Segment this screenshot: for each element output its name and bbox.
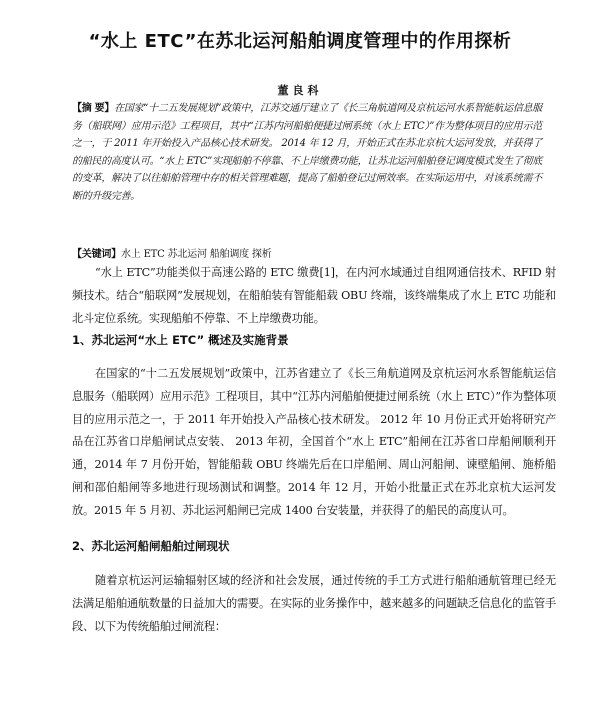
abstract-text: 在国家“十二五发展规划”政策中，江苏交通厅建立了《长三角航道网及京杭运河水系智能航运信息服务（船联网）应用示范》工程项目，其中“江苏内河船舶便捷过闸系统（水上 ETC）”作为整体项目的应用示范之一，于 2011 年开始投入产品核心技术研发。 2014 年 12 月，开始正式在苏北京杭大运河发放，并获得了的船民的高度认可。“水上 ETC”实现船舶不停靠、不上岸缴费功能，让苏北运河船舶登记调度模式发生了彻底的变革，解决了以往船舶管理中存的相关管理难题，提高了船舶登记过闸效率。在实际运用中，对该系统需不断的升级完善。 (72, 103, 543, 202)
keywords-text: 水上 ETC 苏北运河 船舶调度 探析 (121, 249, 272, 260)
intro-paragraph: “水上 ETC”功能类似于高速公路的 ETC 缴费[1]，在内河水域通过自组网通信技术、RFID 射频技术。结合“船联网”发展规划，在船舶装有智能船载 OBU 终端，该终端集成了水上 ETC 功能和北斗定位系统。实现船舶不停靠、不上岸缴费功能。 (72, 266, 556, 325)
abstract (72, 100, 542, 205)
section-1-paragraph: 在国家的“十二五发展规划”政策中，江苏省建立了《长三角航道网及京杭运河水系智能航运信息服务（船联网）应用示范》工程项目，其中“江苏内河船舶便捷过闸系统（水上 ETC）”作为整体项目的应用示范之一，于 2011 年开始投入产品核心技术研发。 2012 年 10 月份正式开始将研究产品在江苏省口岸船闸试点安装、 2013 年初，全国首个“水上 ETC”船闸在江苏省口岸船闸顺利开通，2014 年 7 月份开始，智能船载 OBU 终端先后在口岸船闸、周山河船闸、谏壁船闸、施桥船闸和邵伯船闸等多地进行现场测试和调整。2014 年 12 月，开始小批量正式在苏北京杭大运河发放。2015 年 5 月初、苏北运河船闸已完成 1400 台安装量，并获得了的船民的高度认可。 (72, 367, 556, 517)
author-name: 董良科 (277, 84, 323, 97)
keywords-label: 【关键词】 (72, 249, 121, 260)
keywords (72, 246, 542, 263)
section-2-heading: 2、苏北运河船闸船舶过闸现状 (72, 539, 230, 553)
paper-title: “水上 ETC”在苏北运河船舶调度管理中的作用探析 (88, 31, 512, 52)
abstract-label: 【摘 要】 (72, 103, 115, 114)
section-2-paragraph: 随着京杭运河运输辐射区域的经济和社会发展，通过传统的手工方式进行船舶通航管理已经无法满足船舶通航数量的日益加大的需要。在实际的业务操作中，越来越多的问题缺乏信息化的监管手段、以下为传统船舶过闸流程： (72, 574, 556, 633)
section-1-heading: 1、苏北运河“水上 ETC” 概述及实施背景 (72, 333, 289, 347)
